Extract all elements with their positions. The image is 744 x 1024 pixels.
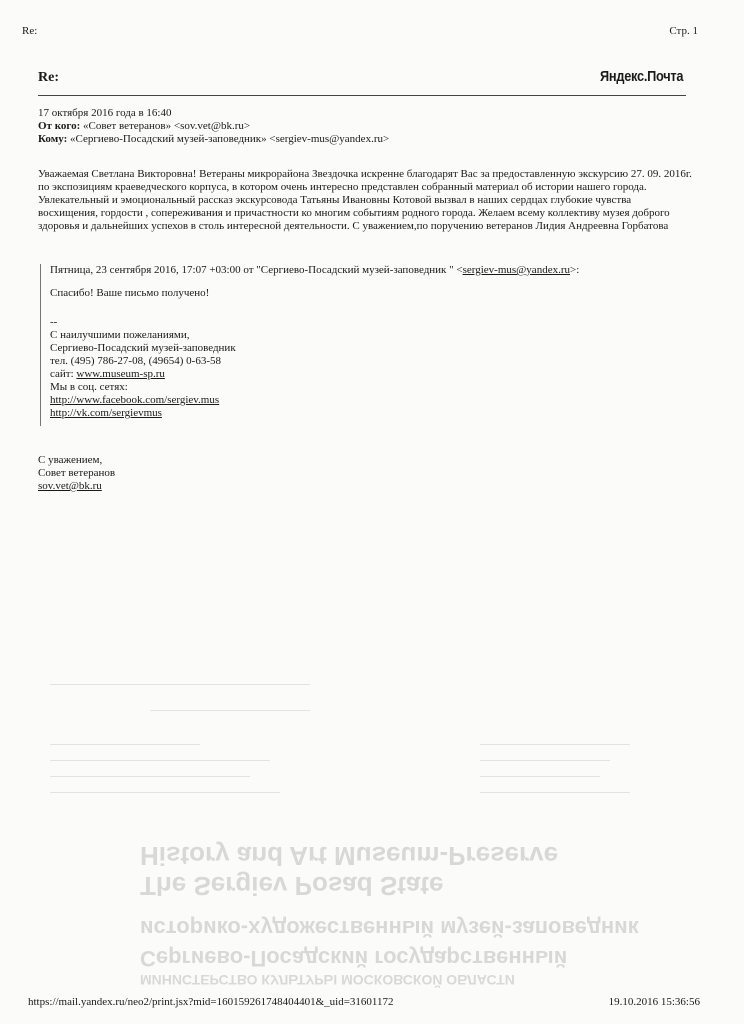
email-date: 17 октября 2016 года в 16:40 xyxy=(38,107,172,119)
from-label: От кого: xyxy=(38,120,81,132)
email-from xyxy=(38,120,389,133)
quote-intro: Пятница, 23 сентября 2016, 17:07 +03:00 от "Сергиево-Посадский музей-заповедник " <sergiev-mus@yandex.ru>: xyxy=(50,264,580,276)
reverse-side-bleed-text: историко-художественный музей-заповедник xyxy=(140,916,639,941)
quote-regards: С наилучшими пожеланиями, xyxy=(50,329,190,341)
print-footer-datetime: 19.10.2016 15:36:56 xyxy=(608,996,700,1008)
museum-site-link[interactable]: www.museum-sp.ru xyxy=(76,368,165,380)
to-value: «Сергиево-Посадский музей-заповедник» <sergiev-mus@yandex.ru> xyxy=(69,133,390,145)
email-signature xyxy=(38,454,115,493)
yandex-mail-logo: Яндекс.Почта xyxy=(600,68,684,85)
signature-sender: Совет ветеранов xyxy=(38,467,116,479)
quote-thanks: Спасибо! Ваше письмо получено! xyxy=(50,287,210,299)
quote-sender-link[interactable]: sergiev-mus@yandex.ru xyxy=(462,264,570,276)
print-page-number: Стр. 1 xyxy=(669,25,698,37)
reverse-side-bleed-text: Сергиево-Посадский государственный xyxy=(140,946,568,971)
email-to xyxy=(38,133,389,146)
reverse-side-bleed-text: History and Art Museum-Preserve xyxy=(140,841,559,871)
reverse-side-bleed-lines xyxy=(40,680,680,820)
facebook-link[interactable]: http://www.facebook.com/sergiev.mus xyxy=(50,394,220,406)
vk-link[interactable]: http://vk.com/sergievmus xyxy=(50,407,162,419)
quote-social: Мы в соц. сетях: xyxy=(50,381,128,393)
reverse-side-bleed-text: The Sergiev Posad State xyxy=(140,871,444,901)
signature-email-link[interactable]: sov.vet@bk.ru xyxy=(38,480,102,492)
quote-site: сайт: www.museum-sp.ru xyxy=(50,368,165,380)
quote-sig-dash: -- xyxy=(50,316,58,328)
from-value: «Совет ветеранов» <sov.vet@bk.ru> xyxy=(83,120,251,132)
print-header-title: Re: xyxy=(22,25,38,37)
quoted-message xyxy=(40,264,690,426)
signature-regards: С уважением, xyxy=(38,454,103,466)
to-label: Кому: xyxy=(38,133,68,145)
email-subject: Re: xyxy=(38,70,59,85)
reverse-side-bleed-text: МИНИСТЕРСТВО КУЛЬТУРЫ МОСКОВСКОЙ ОБЛАСТИ xyxy=(140,972,515,988)
header-divider xyxy=(38,95,686,96)
print-footer-url: https://mail.yandex.ru/neo2/print.jsx?mid=160159261748404401&_uid=31601172 xyxy=(28,996,394,1008)
email-body: Уважаемая Светлана Викторовна! Ветераны микрорайона Звездочка искренне благодарят Вас за предоставленную экскурсию 27. 09. 2016г. по экспозициям краеведческого корпуса, в котором очень интересно представлен собранный материал об истории нашего города. Увлекательный и эмоциональный рассказ экскурсовода Татьяны Ивановны Котовой вызвал в наших сердцах глубокие чувства восхищения, гордости , сопереживания и причастности ко многим событиям родного города. Желаем всему коллективу музея доброго здоровья и дальнейших успехов в столь интересной деятельности. С уважением,по поручению ветеранов Лидия Андреевна Горбатова xyxy=(38,168,692,232)
quote-phone: тел. (495) 786-27-08, (49654) 0-63-58 xyxy=(50,355,221,367)
email-meta xyxy=(38,107,389,146)
quote-org: Сергиево-Посадский музей-заповедник xyxy=(50,342,236,354)
